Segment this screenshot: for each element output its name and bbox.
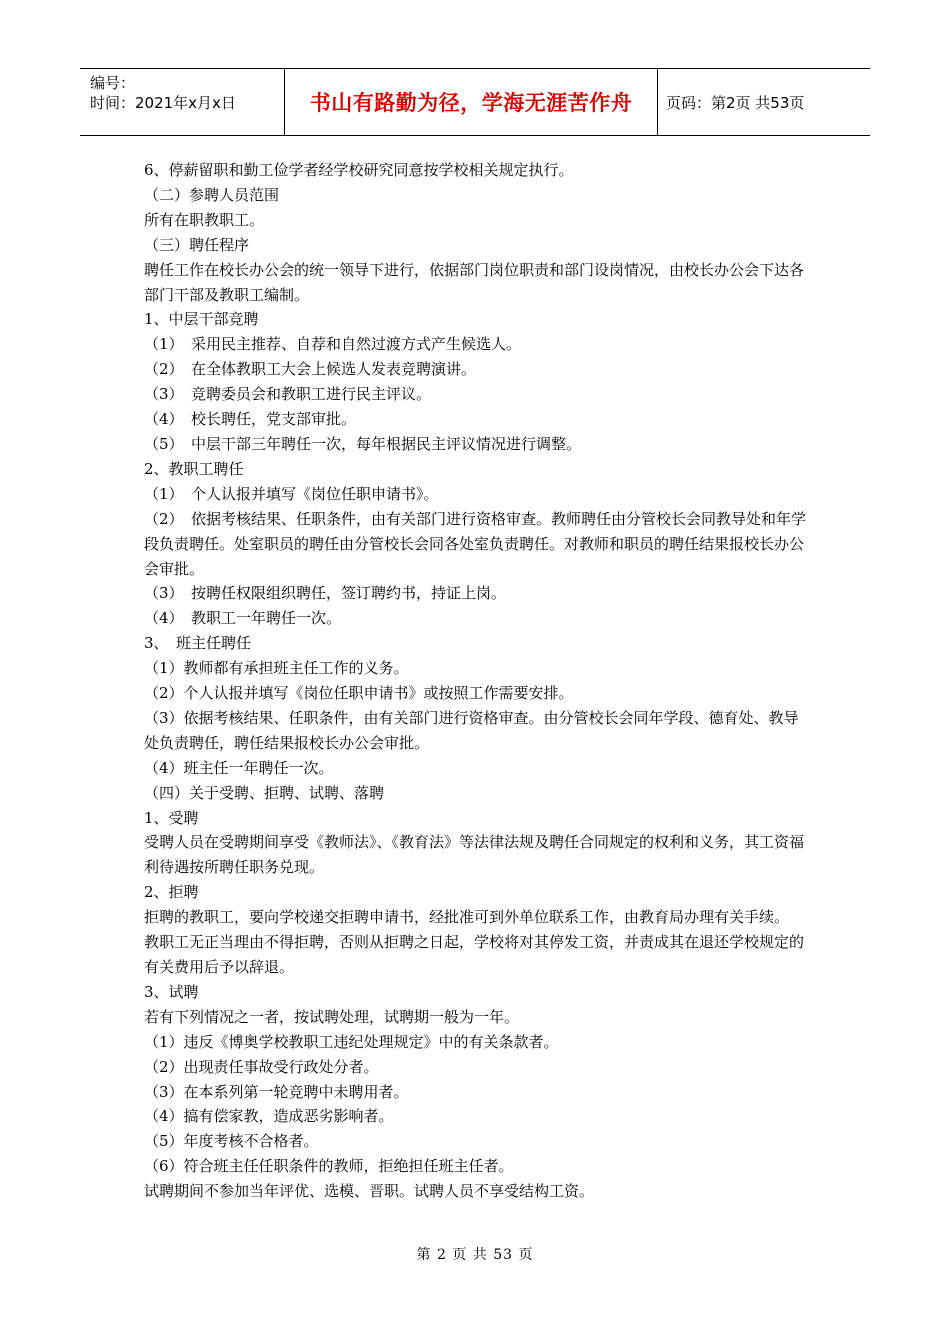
paragraph: 拒聘的教职工，要向学校递交拒聘申请书，经批准可到外单位联系工作，由教育局办理有关手续。 xyxy=(144,908,790,927)
paragraph: （2） 在全体教职工大会上候选人发表竞聘演讲。 xyxy=(144,360,477,379)
paragraph: （4）班主任一年聘任一次。 xyxy=(144,758,334,777)
serial-number-label: 编号： xyxy=(90,74,136,92)
paragraph: （3）依据考核结果、任职条件，由有关部门进行资格审查。由分管校长会同年学段、德育处、教导处负责聘任，聘任结果报校长办公会审批。 xyxy=(144,708,799,752)
paragraph: （5） 中层干部三年聘任一次，每年根据民主评议情况进行调整。 xyxy=(144,434,582,453)
paragraph: 3、 班主任聘任 xyxy=(144,634,252,653)
paragraph: （2）出现责任事故受行政处分者。 xyxy=(144,1057,379,1076)
paragraph: 受聘人员在受聘期间享受《教师法》、《教育法》等法律法规及聘任合同规定的权利和义务，其工资福利待遇按所聘任职务兑现。 xyxy=(144,833,805,877)
paragraph: （1） 采用民主推荐、自荐和自然过渡方式产生候选人。 xyxy=(144,335,522,354)
paragraph: 2、拒聘 xyxy=(144,883,199,902)
page-header xyxy=(80,68,870,136)
paragraph: 聘任工作在校长办公会的统一领导下进行，依据部门岗位职责和部门设岗情况，由校长办公会下达各部门干部及教职工编制。 xyxy=(144,260,805,304)
paragraph: （4） 教职工一年聘任一次。 xyxy=(144,609,342,628)
paragraph: （3） 按聘任权限组织聘任，签订聘约书，持证上岗。 xyxy=(144,584,507,603)
header-page-info-cell xyxy=(658,69,870,135)
paragraph: 所有在职教职工。 xyxy=(144,210,265,229)
paragraph: （3）在本系列第一轮竞聘中未聘用者。 xyxy=(144,1082,409,1101)
paragraph: 教职工无正当理由不得拒聘，否则从拒聘之日起，学校将对其停发工资，并责成其在退还学校规定的有关费用后予以辞退。 xyxy=(144,933,805,976)
paragraph: （5）年度考核不合格者。 xyxy=(144,1132,319,1151)
paragraph: （4） 校长聘任，党支部审批。 xyxy=(144,410,357,429)
paragraph: （3） 竞聘委员会和教职工进行民主评议。 xyxy=(144,385,432,404)
header-motto: 书山有路勤为径，学海无涯苦作舟 xyxy=(309,91,633,115)
paragraph: （四）关于受聘、拒聘、试聘、落聘 xyxy=(144,783,385,802)
paragraph: （1）教师都有承担班主任工作的义务。 xyxy=(144,659,409,678)
paragraph: 1、中层干部竞聘 xyxy=(144,310,259,329)
paragraph: 2、教职工聘任 xyxy=(144,459,244,478)
footer-page-number: 第 2 页 共 53 页 xyxy=(416,1247,534,1263)
paragraph: （1）违反《博奥学校教职工违纪处理规定》中的有关条款者。 xyxy=(144,1032,559,1051)
paragraph: 试聘期间不参加当年评优、选模、晋职。试聘人员不享受结构工资。 xyxy=(144,1182,595,1201)
header-meta xyxy=(80,69,284,135)
paragraph: （4）搞有偿家教，造成恶劣影响者。 xyxy=(144,1107,394,1126)
paragraph: （6）符合班主任任职条件的教师，拒绝担任班主任者。 xyxy=(144,1157,514,1176)
paragraph: （二）参聘人员范围 xyxy=(144,185,280,204)
date-line: 时间：2021年x月x日 xyxy=(90,94,236,112)
paragraph: 1、受聘 xyxy=(144,808,199,827)
header-page-info: 页码：第2页 共53页 xyxy=(666,93,805,112)
header-motto-cell xyxy=(284,69,658,135)
document-body xyxy=(144,158,810,1204)
paragraph: 若有下列情况之一者，按试聘处理，试聘期一般为一年。 xyxy=(144,1007,520,1026)
paragraph: 3、试聘 xyxy=(144,982,199,1001)
paragraph: （2）个人认报并填写《岗位任职申请书》或按照工作需要安排。 xyxy=(144,684,574,703)
paragraph: （2） 依据考核结果、任职条件，由有关部门进行资格审查。教师聘任由分管校长会同教导处和年学段负责聘任。处室职员的聘任由分管校长会同各处室负责聘任。对教师和职员的聘任结果报校长办公会审批。 xyxy=(144,509,807,578)
paragraph: （三）聘任程序 xyxy=(144,235,250,254)
page-footer xyxy=(0,1244,950,1264)
paragraph: （1） 个人认报并填写《岗位任职申请书》。 xyxy=(144,484,439,503)
paragraph: 6、停薪留职和勤工俭学者经学校研究同意按学校相关规定执行。 xyxy=(144,161,574,179)
